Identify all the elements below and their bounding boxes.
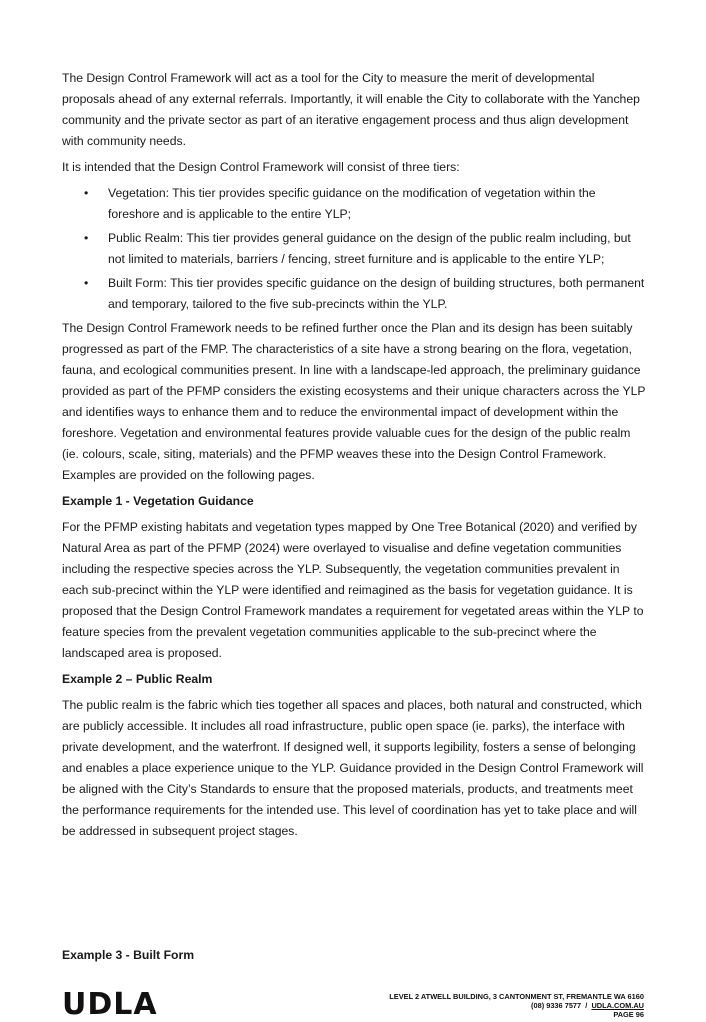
footer-separator: / xyxy=(585,1001,588,1010)
example2-paragraph: The public realm is the fabric which ties together all spaces and places, both natural and constructed, which are publicly accessible. It includes all road infrastructure, public open space (ie. parks), the interface with private development, and the waterfront. If designed well, it supports legibility, fosters a sense of belonging and enables a place experience unique to the YLP. Guidance provided in the Design Control Framework will be aligned with the City’s Standards to ensure that the proposed materials, products, and treatments meet the performance requirements for the intended use. This level of coordination has yet to take place and will be addressed in subsequent project stages. xyxy=(62,698,644,838)
list-item xyxy=(62,183,646,225)
bullet-icon: • xyxy=(84,186,89,200)
example1-paragraph: For the PFMP existing habitats and vegetation types mapped by One Tree Botanical (2020) and verified by Natural Area as part of the PFMP (2024) were overlayed to visualise and define vegetation communities including the respective species across the YLP. Subsequently, the vegetation communities prevalent in each sub-precinct within the YLP were identified and reimagined as the basis for vegetation guidance. It is proposed that the Design Control Framework mandates a requirement for vegetated areas within the YLP to feature species from the prevalent vegetation communities applicable to the sub-precinct where the landscaped area is proposed. xyxy=(62,520,644,660)
udla-logo: UDLA xyxy=(62,987,158,1022)
tier-public-realm-text: Public Realm: This tier provides general guidance on the design of the public realm including, but not limited to materials, barriers / fencing, street furniture and is applicable to the entire YLP; xyxy=(108,231,631,266)
page-content xyxy=(62,68,646,842)
list-item xyxy=(62,273,646,315)
example2-heading: Example 2 – Public Realm xyxy=(62,672,213,686)
example1-heading: Example 1 - Vegetation Guidance xyxy=(62,494,254,508)
bullet-icon: • xyxy=(84,231,89,245)
footer-phone: (08) 9336 7577 xyxy=(531,1001,582,1010)
tier-vegetation-text: Vegetation: This tier provides specific guidance on the modification of vegetation within the foreshore and is applicable to the entire YLP; xyxy=(108,186,596,221)
refinement-paragraph: The Design Control Framework needs to be refined further once the Plan and its design has been suitably progressed as part of the FMP. The characteristics of a site have a strong bearing on the flora, vegetation, fauna, and ecological communities present. In line with a landscape-led approach, the preliminary guidance provided as part of the PFMP considers the existing ecosystems and their unique characters across the YLP and identifies ways to enhance them and to reduce the environmental impact of development within the foreshore. Vegetation and environmental features provide valuable cues for the design of the public realm (ie. colours, scale, siting, materials) and the PFMP weaves these into the Design Control Framework. Examples are provided on the following pages. xyxy=(62,321,646,482)
example3-heading: Example 3 - Built Form xyxy=(62,948,195,962)
footer-address xyxy=(389,992,644,1019)
tiers-intro-paragraph: It is intended that the Design Control Framework will consist of three tiers: xyxy=(62,160,460,174)
intro-paragraph: The Design Control Framework will act as a tool for the City to measure the merit of developmental proposals ahead of any external referrals. Importantly, it will enable the City to collaborate with the Yanchep community and the private sector as part of an iterative engagement process and thus align development with community needs. xyxy=(62,71,640,148)
tiers-list xyxy=(62,183,646,315)
footer-address-line: LEVEL 2 ATWELL BUILDING, 3 CANTONMENT ST, FREMANTLE WA 6160 xyxy=(389,992,644,1001)
tier-built-form-text: Built Form: This tier provides specific guidance on the design of building structures, both permanent and temporary, tailored to the five sub-precincts within the YLP. xyxy=(108,276,645,311)
footer-website-link[interactable]: UDLA.COM.AU xyxy=(591,1001,644,1010)
list-item xyxy=(62,228,646,270)
page-number: PAGE 96 xyxy=(613,1010,644,1019)
bullet-icon: • xyxy=(84,276,89,290)
footer-contact-line xyxy=(389,1001,644,1010)
